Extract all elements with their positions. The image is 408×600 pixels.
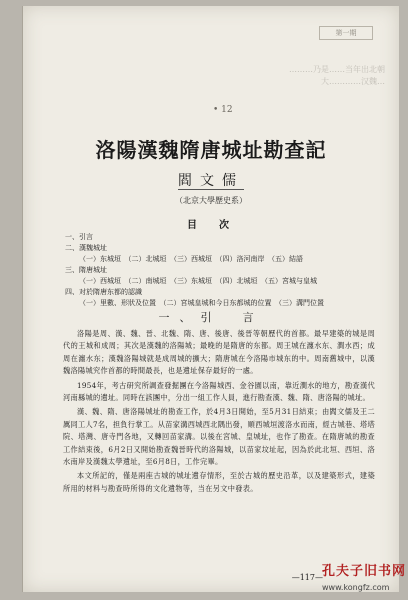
toc-item: 四、对於隋唐东都的認識 (65, 288, 142, 296)
paragraph: 1954年，考古研究所調查發掘團在今洛陽城西、金谷園以南，靠近澗水的地方，勘查漢代河南縣城的遺址。同時在該團中，分出一組工作人員，進行勘查漢、魏、隋、唐洛陽的城址。 (63, 380, 375, 403)
article-body (63, 328, 375, 497)
bleed-through-text (255, 64, 385, 90)
paragraph: 本文所記的，僅是兩座古城的城址遺存情形，至於古城的歷史沿革，以及建築形式，建築所用的材料与勘查時所得的文化遺物等，当在另文中發表。 (63, 471, 375, 493)
bleed-line: 大…………汉魏… (321, 77, 385, 86)
toc-subitem: （一）西城垣 （二）南城垣 （三）东城垣 （四）北城垣 （五）宮城与皇城 (79, 277, 317, 285)
section-heading: 一、引 言 (158, 311, 264, 324)
author-text: 閻文儒 (178, 173, 244, 189)
toc-heading: 目 次 (187, 220, 235, 231)
author-name (23, 170, 399, 190)
toc-subitem: （一）东城垣 （二）北城垣 （三）西城垣 （四）洛河南岸 （五）結語 (79, 255, 303, 263)
page-marker: • 12 (213, 105, 233, 115)
watermark-text: 孔夫子旧书网 (321, 564, 406, 579)
author-affiliation: （北京大學歷史系） (175, 196, 247, 205)
paragraph: 漢、魏、隋、唐洛陽城址的勘查工作，於4月3日開始，至5月31日結束；由閻文儒及王二厲同工人7名，担負行掌工。从苗家溝西城西北隅出發，順西城垣渡洛水而南，經古城巷、塔塔院、塔灣、唐寺門各地，又轉回苗家溝。以後在宮城、皇城址，也作了勘查。在隋唐城的勘查工作結束後，6月2日又開始勘查魏晉時代的洛陽城，以苗家坟址起，因為於此北垣、西垣、洛水南岸及漢魏太學遺址，至6月8日，工作完畢。 (63, 407, 375, 467)
toc-item: 一、引言 (65, 233, 93, 241)
article-title: 洛陽漢魏隋唐城址勘查記 (95, 138, 327, 162)
page-number: —117— (291, 573, 323, 582)
book-page (22, 6, 399, 592)
header-tab: 第一期 (319, 26, 373, 40)
table-of-contents (65, 232, 365, 309)
toc-item: 二、漢魏城址 (65, 244, 107, 252)
watermark-url: www.kongfz.com (321, 583, 390, 592)
paragraph: 洛陽是周、漢、魏、晉、北魏、隋、唐、後唐、後晉等朝歷代的首都。最早建築的城是周代的王城和成周；其次是漢魏的洛陽城；最晚的是隋唐的东都。周王城在瀍水东、澗水西；成周在瀍水东；漢魏洛陽城就是成周城的擴大；隋唐城在今洛陽市城东的中。周南舊城中，以漢魏洛陽城究作首都的時間最長，也是遺址保存最好的一處。 (63, 329, 375, 376)
toc-subitem: （一）里數、形狀及位置 （二）宮城皇城和今日东都城的位置 （三）溝門位置 (79, 299, 324, 307)
site-watermark (322, 560, 406, 594)
toc-item: 三、隋唐城址 (65, 266, 107, 274)
bleed-line: ………乃是……当年出北朝 (289, 65, 385, 74)
